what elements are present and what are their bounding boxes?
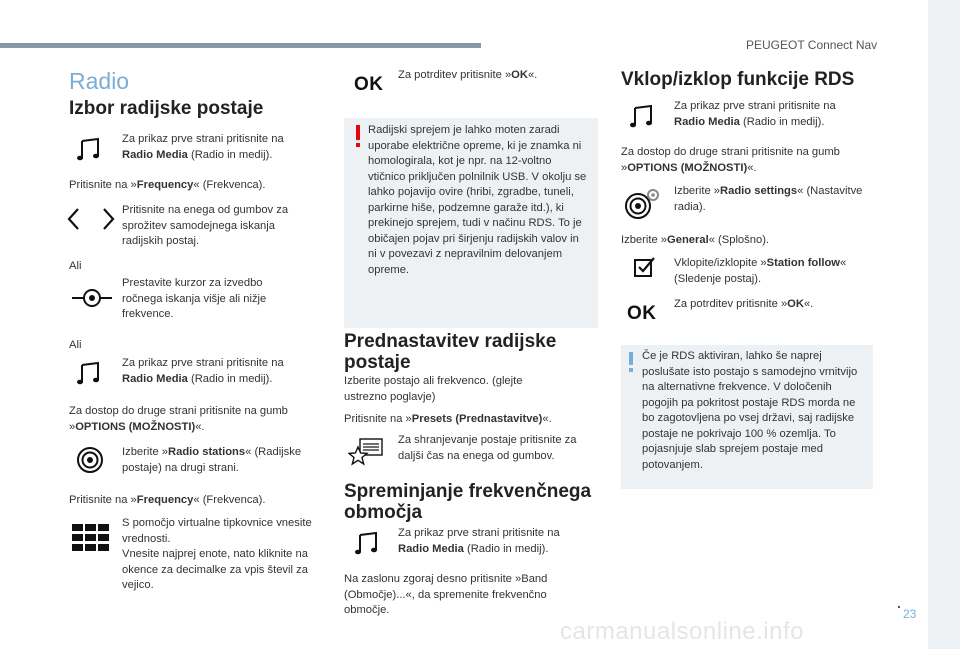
warning-text: Radijski sprejem je lahko moten zaradi uporabe električne opreme, ki je znamka ni homologirala, kot je npr. na 12-voltno vtičnico priključen polnilnik USB. V okolju se lahko pojavijo ovire (hribi, zgradbe, tuneli, parkirne hiše, podzemne garaže itd.), ki prekinejo sprejem, tudi v načinu RDS. To je običajen pojav pri širjenju radijskih valov in ni v povezavi z nepravilnim delovanjem opreme. bbox=[368, 124, 587, 276]
para-options: Za dostop do druge strani pritisnite na gumb »OPTIONS (MOŽNOSTI)«. bbox=[69, 405, 288, 433]
step-radio-media: Za prikaz prve strani pritisnite na Radio Media (Radio in medij). bbox=[122, 133, 284, 161]
heading-rds: Vklop/izklop funkcije RDS bbox=[621, 69, 855, 90]
para-select-station: Izberite postajo ali frekvenco. (glejte ustrezno poglavje) bbox=[344, 375, 523, 403]
step-radio-settings: Izberite »Radio settings« (Nastavitve radia). bbox=[674, 185, 863, 213]
page-sidebar bbox=[928, 0, 960, 649]
radio-signal-icon bbox=[76, 446, 104, 474]
ali-2: Ali bbox=[69, 339, 82, 351]
para-general: Izberite »General« (Splošno). bbox=[621, 234, 770, 246]
ali-1: Ali bbox=[69, 260, 82, 272]
step-station-follow: Vklopite/izklopite »Station follow« (Sledenje postaj). bbox=[674, 257, 847, 285]
slider-cursor-icon bbox=[72, 286, 112, 310]
step-radio-stations: Izberite »Radio stations« (Radijske postaje) na drugi strani. bbox=[122, 446, 302, 474]
para-frequency-2: Pritisnite na »Frequency« (Frekvenca). bbox=[69, 494, 266, 506]
heading-presets: Prednastavitev radijske postaje bbox=[344, 331, 557, 373]
step-keypad: S pomočjo virtualne tipkovnice vnesite vrednosti. Vnesite najprej enote, nato kliknite na okence za decimalke za vpis števil za vejico. bbox=[122, 517, 312, 591]
step-radio-media-2: Za prikaz prve strani pritisnite na Radio Media (Radio in medij). bbox=[122, 357, 284, 385]
ok-icon: OK bbox=[354, 74, 384, 95]
preset-star-icon bbox=[348, 436, 384, 466]
checkbox-icon bbox=[632, 255, 656, 279]
music-note-icon bbox=[629, 104, 655, 130]
keypad-icon bbox=[72, 524, 110, 551]
para-band: Na zaslonu zgoraj desno pritisnite »Band (Območje)...«, da spremenite frekvenčno območje. bbox=[344, 573, 548, 616]
info-icon-dot bbox=[629, 368, 633, 372]
para-presets: Pritisnite na »Presets (Prednastavitve)«. bbox=[344, 413, 552, 425]
header-rule bbox=[0, 43, 481, 48]
step-radio-media-4: Za prikaz prve strani pritisnite na Radio Media (Radio in medij). bbox=[674, 100, 836, 128]
step-confirm-ok-2: Za potrditev pritisnite »OK«. bbox=[674, 298, 814, 310]
step-confirm-ok: Za potrditev pritisnite »OK«. bbox=[398, 69, 538, 81]
header-brand: PEUGEOT Connect Nav bbox=[746, 38, 878, 52]
heading-band: Spreminjanje frekvenčnega območja bbox=[344, 481, 592, 523]
radio-title: Radio bbox=[69, 68, 130, 94]
info-text: Če je RDS aktiviran, lahko še naprej poslušate isto postajo s samodejno vrnitvijo na alternativne frekvence. V določenih pogojih pa pokritost postaje RDS morda ne bo zagotovljena po vsej državi, saj radijske postaje ne pokrivajo 100 % ozemlja. To pojasnjuje slab sprejem postaje med potovanjem. bbox=[642, 350, 858, 471]
music-note-icon bbox=[76, 361, 102, 387]
step-manual-search: Prestavite kurzor za izvedbo ročnega iskanja višje ali nižje frekvence. bbox=[122, 277, 267, 320]
info-icon bbox=[629, 352, 633, 365]
heading-station-select: Izbor radijske postaje bbox=[69, 98, 264, 119]
warning-icon-dot bbox=[356, 143, 360, 147]
page-number: 23 bbox=[903, 607, 917, 621]
step-radio-media-3: Za prikaz prve strani pritisnite na Radio Media (Radio in medij). bbox=[398, 527, 560, 555]
chevrons-icon bbox=[66, 207, 116, 231]
ok-icon: OK bbox=[627, 303, 657, 324]
warning-icon bbox=[356, 125, 360, 140]
music-note-icon bbox=[76, 137, 102, 163]
music-note-icon bbox=[354, 531, 380, 557]
step-auto-search: Pritisnite na enega od gumbov za sprožitev samodejnega iskanja radijskih postaj. bbox=[122, 204, 289, 247]
para-frequency: Pritisnite na »Frequency« (Frekvenca). bbox=[69, 179, 266, 191]
watermark: carmanualsonline.info bbox=[560, 618, 804, 645]
step-save-preset: Za shranjevanje postaje pritisnite za daljši čas na enega od gumbov. bbox=[398, 434, 577, 462]
radio-settings-icon bbox=[624, 186, 662, 220]
para-options-2: Za dostop do druge strani pritisnite na gumb »OPTIONS (MOŽNOSTI)«. bbox=[621, 146, 840, 174]
continue-mark: . bbox=[897, 595, 901, 611]
